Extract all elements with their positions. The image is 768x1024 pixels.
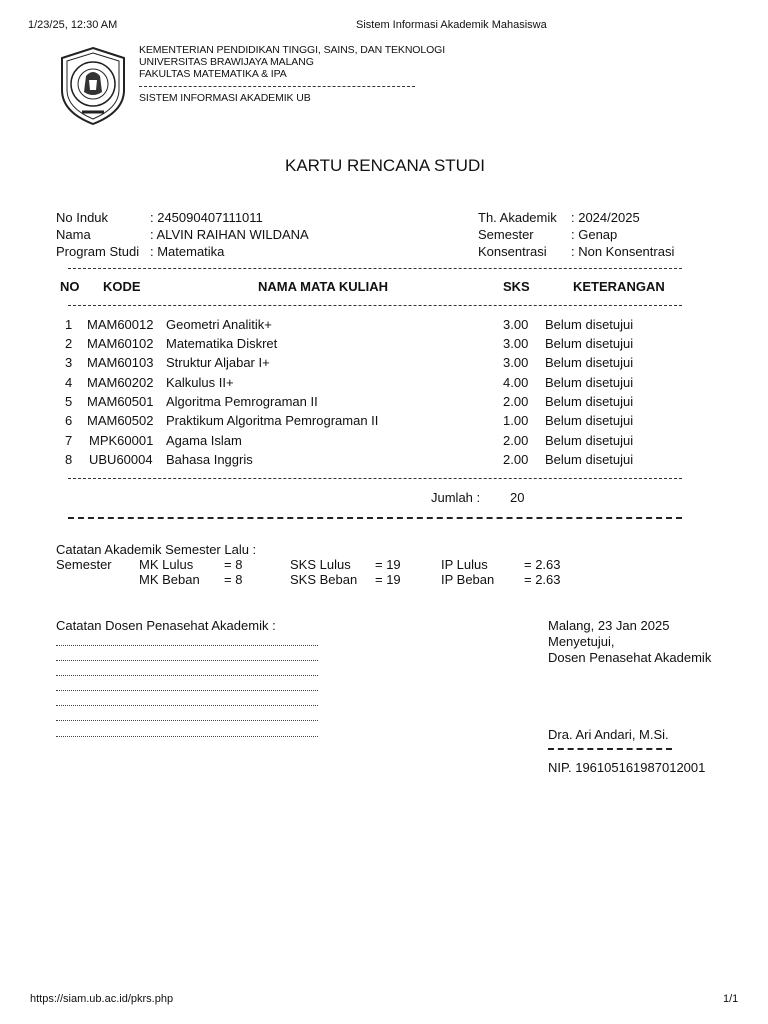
signature-line [548,748,672,750]
row-no: 8 [65,452,73,467]
row-no: 4 [65,375,73,390]
sks-beban-label: SKS Beban [290,572,358,587]
ip-lulus-label: IP Lulus [441,557,488,572]
table-row [0,336,768,355]
table-bottom-divider [68,478,682,479]
semester-value: : Genap [571,227,618,242]
print-url: https://siam.ub.ac.id/pkrs.php [30,993,174,1005]
row-code: MAM60102 [87,336,154,351]
academic-notes-title: Catatan Akademik Semester Lalu : [56,542,257,557]
row-sks: 4.00 [503,375,529,390]
nim-value: : 245090407111011 [150,210,263,225]
table-row [0,413,768,432]
sks-beban-value: = 19 [375,572,401,587]
total-divider [68,517,682,519]
table-row [0,355,768,374]
row-course-name: Kalkulus II+ [166,375,234,390]
advisor-note-line [56,736,318,737]
row-status: Belum disetujui [545,375,634,390]
advisor-note-line [56,660,318,661]
mk-beban-value: = 8 [224,572,243,587]
print-datetime: 1/23/25, 12:30 AM [28,19,118,31]
row-sks: 1.00 [503,413,529,428]
row-code: MAM60103 [87,355,154,370]
row-course-name: Struktur Aljabar I+ [166,355,270,370]
row-no: 1 [65,317,73,332]
sign-place-date: Malang, 23 Jan 2025 [548,618,670,633]
sign-approve: Menyetujui, [548,634,615,649]
advisor-nip: NIP. 196105161987012001 [548,760,706,775]
semester-label: Semester [478,227,534,242]
sks-lulus-value: = 19 [375,557,401,572]
total-sks-value: 20 [510,490,525,505]
row-course-name: Praktikum Algoritma Pemrograman II [166,413,379,428]
row-no: 7 [65,433,73,448]
ip-lulus-value: = 2.63 [524,557,561,572]
row-status: Belum disetujui [545,317,634,332]
advisor-note-line [56,645,318,646]
mk-lulus-value: = 8 [224,557,243,572]
advisor-note-line [56,720,318,721]
col-name-header: NAMA MATA KULIAH [258,279,388,294]
col-note-header: KETERANGAN [573,279,665,294]
concentration-value: : Non Konsentrasi [571,244,675,259]
row-code: MAM60202 [87,375,154,390]
ip-beban-value: = 2.63 [524,572,561,587]
university-seal-icon [58,46,128,126]
table-header-divider [68,305,682,306]
ministry-line: KEMENTERIAN PENDIDIKAN TINGGI, SAINS, DAN TEKNOLOGI [139,44,446,56]
col-no-header: NO [60,279,80,294]
print-page-count: 1/1 [723,993,739,1005]
col-code-header: KODE [103,279,141,294]
print-page-title: Sistem Informasi Akademik Mahasiswa [356,19,547,31]
table-row [0,394,768,413]
advisor-name: Dra. Ari Andari, M.Si. [548,727,669,742]
row-code: UBU60004 [89,452,153,467]
row-course-name: Agama Islam [166,433,242,448]
row-no: 6 [65,413,73,428]
row-course-name: Algoritma Pemrograman II [166,394,318,409]
row-sks: 2.00 [503,452,529,467]
page-title: KARTU RENCANA STUDI [285,156,485,175]
row-sks: 2.00 [503,394,529,409]
university-line: UNIVERSITAS BRAWIJAYA MALANG [139,56,314,68]
program-label: Program Studi [56,244,140,259]
nim-label: No Induk [56,210,109,225]
table-row [0,375,768,394]
row-sks: 3.00 [503,336,529,351]
advisor-notes-label: Catatan Dosen Penasehat Akademik : [56,618,276,633]
mk-lulus-label: MK Lulus [139,557,194,572]
row-status: Belum disetujui [545,413,634,428]
row-status: Belum disetujui [545,355,634,370]
table-row [0,433,768,452]
name-value: : ALVIN RAIHAN WILDANA [150,227,309,242]
faculty-line: FAKULTAS MATEMATIKA & IPA [139,68,287,80]
ip-beban-label: IP Beban [441,572,495,587]
col-sks-header: SKS [503,279,530,294]
notes-semester-label: Semester [56,557,112,572]
table-top-divider [68,268,682,269]
advisor-note-line [56,690,318,691]
system-line: SISTEM INFORMASI AKADEMIK UB [139,92,311,104]
table-row [0,317,768,336]
row-status: Belum disetujui [545,433,634,448]
row-no: 3 [65,355,73,370]
program-value: : Matematika [150,244,225,259]
row-course-name: Bahasa Inggris [166,452,253,467]
table-row [0,452,768,471]
row-status: Belum disetujui [545,452,634,467]
row-sks: 2.00 [503,433,529,448]
row-code: MPK60001 [89,433,154,448]
row-status: Belum disetujui [545,394,634,409]
row-code: MAM60501 [87,394,154,409]
row-code: MAM60012 [87,317,154,332]
total-label: Jumlah : [431,490,481,505]
header-divider [139,86,415,87]
row-course-name: Matematika Diskret [166,336,278,351]
mk-beban-label: MK Beban [139,572,200,587]
name-label: Nama [56,227,91,242]
row-sks: 3.00 [503,317,529,332]
row-course-name: Geometri Analitik+ [166,317,272,332]
advisor-note-line [56,675,318,676]
row-no: 5 [65,394,73,409]
concentration-label: Konsentrasi [478,244,547,259]
sign-role: Dosen Penasehat Akademik [548,650,712,665]
advisor-note-line [56,705,318,706]
row-sks: 3.00 [503,355,529,370]
row-status: Belum disetujui [545,336,634,351]
year-label: Th. Akademik [478,210,557,225]
sks-lulus-label: SKS Lulus [290,557,351,572]
row-no: 2 [65,336,73,351]
year-value: : 2024/2025 [571,210,640,225]
row-code: MAM60502 [87,413,154,428]
